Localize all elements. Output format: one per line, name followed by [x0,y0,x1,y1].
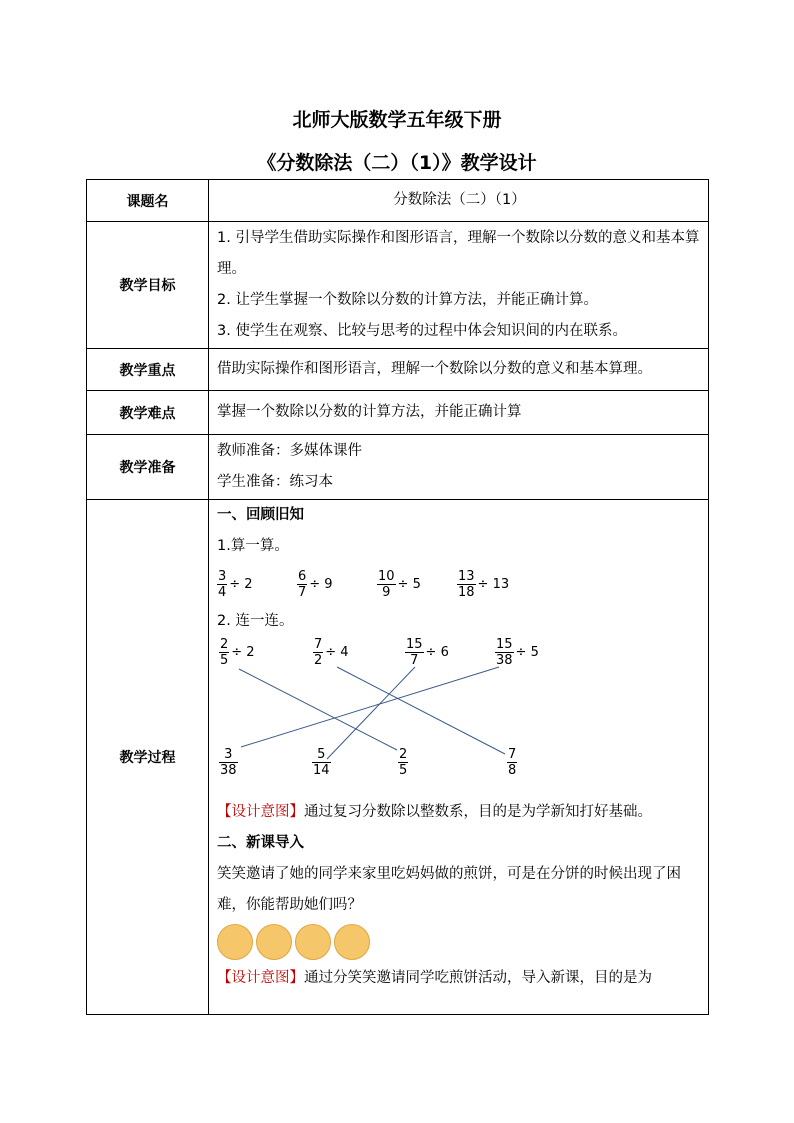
row-key [87,349,709,391]
match-line [239,669,397,750]
link-bottom-fraction: $\frac{5}{14}$ [313,747,330,778]
story-text: 笑笑邀请了她的同学来家里吃妈妈做的煎饼，可是在分饼的时候出现了困难，你能帮助她们吗？ [217,866,681,913]
intent-tag: 【设计意图】 [217,970,304,986]
key-value: 借助实际操作和图形语言，理解一个数除以分数的意义和基本算理。 [209,349,709,391]
match-line [337,667,505,754]
goals-content [209,222,709,349]
link-question: 2. 连一连。 [217,613,294,629]
pancake-icon [334,924,370,960]
pancake-icon [295,924,331,960]
goal-item: 3. 使学生在观察、比较与思考的过程中体会知识间的内在联系。 [217,323,627,339]
pancake-icon [217,924,253,960]
goal-item: 1. 引导学生借助实际操作和图形语言，理解一个数除以分数的意义和基本算理。 [217,230,700,277]
goal-item: 2. 让学生掌握一个数除以分数的计算方法，并能正确计算。 [217,292,598,308]
row-topic [87,180,709,222]
match-line [241,667,499,747]
prep-item: 学生准备：练习本 [217,474,333,490]
section-intro-heading: 二、新课导入 [217,835,304,851]
prep-item: 教师准备：多媒体课件 [217,443,362,459]
fraction: $\frac{10}{9}$ [378,568,395,600]
fraction: $\frac{13}{18}$ [458,568,475,600]
label-key: 教学重点 [87,349,209,391]
link-bottom-fraction: $\frac{2}{5}$ [399,747,408,778]
label-topic: 课题名 [87,180,209,222]
label-process: 教学过程 [87,500,209,1015]
link-bottom-fraction: $\frac{7}{8}$ [508,747,517,778]
topic-value: 分数除法（二）（1） [209,180,709,222]
matching-exercise [217,637,702,787]
design-intent-2: 【设计意图】通过分笑笑邀请同学吃煎饼活动，导入新课，目的是为 [217,970,652,986]
calc-expression: $\frac{13}{18}$ ÷ 13 [458,568,510,600]
doc-subtitle: 《分数除法（二）（1）》教学设计 [257,152,537,174]
lesson-plan-table [86,179,709,1015]
row-prep [87,435,709,500]
label-difficulty: 教学难点 [87,391,209,435]
matching-lines [217,637,697,787]
difficulty-value: 掌握一个数除以分数的计算方法，并能正确计算 [209,391,709,435]
calc-question: 1.算一算。 [217,538,289,554]
pancake-icon [256,924,292,960]
row-difficulty [87,391,709,435]
section-review-heading: 一、回顾旧知 [217,507,304,523]
link-top-expression: $\frac{7}{2}$ ÷ 4 [314,637,349,668]
link-top-expression: $\frac{15}{38}$ ÷ 5 [496,637,539,668]
calc-expression: $\frac{10}{9}$ ÷ 5 [378,568,421,600]
row-goals [87,222,709,349]
link-bottom-fraction: $\frac{3}{38}$ [220,747,237,778]
intent-tag: 【设计意图】 [217,804,304,820]
match-line [327,667,415,759]
label-goals: 教学目标 [87,222,209,349]
calc-expressions [217,562,702,606]
link-top-expression: $\frac{15}{7}$ ÷ 6 [406,637,449,668]
calc-expression: $\frac{3}{4}$ ÷ 2 [218,568,253,600]
prep-content [209,435,709,500]
fraction: $\frac{6}{7}$ [298,568,307,600]
process-content [209,500,709,1015]
pancake-illustration [217,921,702,963]
fraction: $\frac{3}{4}$ [218,568,227,600]
doc-title: 北师大版数学五年级下册 [292,109,502,131]
label-prep: 教学准备 [87,435,209,500]
row-process [87,500,709,1015]
design-intent-1: 【设计意图】通过复习分数除以整数系，目的是为学新知打好基础。 [217,804,652,820]
calc-expression: $\frac{6}{7}$ ÷ 9 [298,568,333,600]
link-top-expression: $\frac{2}{5}$ ÷ 2 [220,637,255,668]
